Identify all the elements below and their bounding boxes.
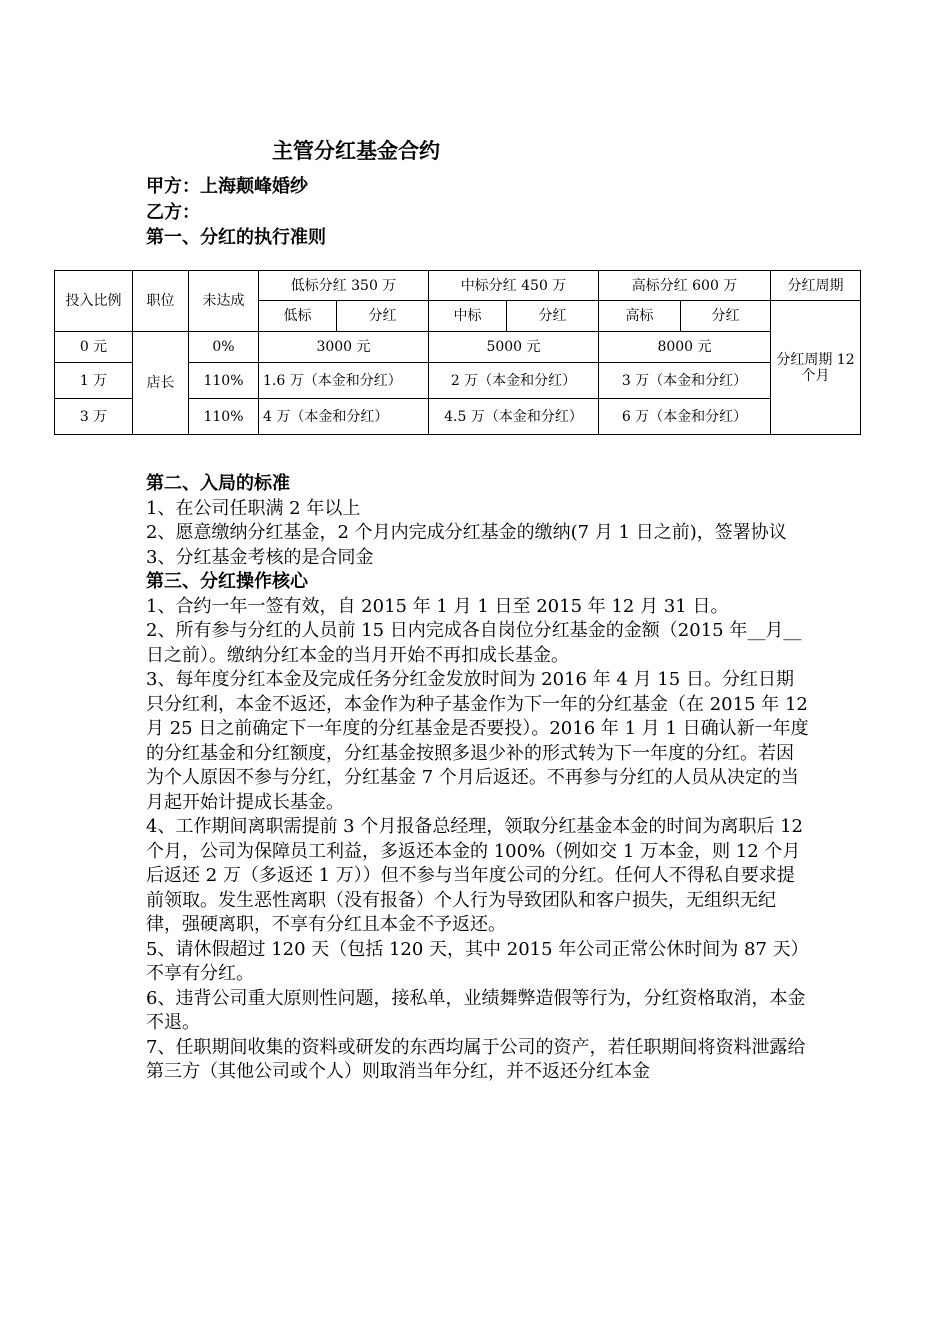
section-1-heading: 第一、分红的执行准则 [146,227,326,248]
header-mid-target: 中标分红 450 万 [429,271,599,301]
subheader-low: 低标 [259,301,337,332]
high-dividend-cell: 3 万（本金和分红） [599,363,771,399]
low-dividend-cell: 3000 元 [259,332,429,363]
subheader-high: 高标 [599,301,681,332]
invest-cell: 1 万 [55,363,133,399]
invest-cell: 3 万 [55,399,133,435]
period-value: 分红周期 12 个月 [771,301,861,435]
list-item: 3、每年度分红本金及完成任务分红金发放时间为 2016 年 4 月 15 日。分红日期只分红利，本金不返还，本金作为种子基金作为下一年的分红基金（在 2015 年 12 月 25 日之前确定下一年度的分红基金是否要投）。2016 年 1 月 1 日确认新一年度的分红基金和分红额度，分红基金按照多退少补的形式转为下一年度的分红。若因为个人原因不参与分红，分红基金 7 个月后返还。不再参与分红的人员从决定的当月起开始计提成长基金。 [146,669,809,813]
section-2-heading: 第二、入局的标准 [146,473,290,494]
header-unmet: 未达成 [189,271,259,332]
low-dividend-cell: 4 万（本金和分红） [259,399,429,435]
list-item: 3、分红基金考核的是合同金 [146,546,374,568]
unmet-cell: 0% [189,332,259,363]
subheader-high-dividend: 分红 [681,301,771,332]
list-item: 6、违背公司重大原则性问题，接私单，业绩舞弊造假等行为，分红资格取消，本金不退。 [146,987,806,1033]
header-low-target: 低标分红 350 万 [259,271,429,301]
mid-dividend-cell: 2 万（本金和分红） [429,363,599,399]
high-dividend-cell: 8000 元 [599,332,771,363]
low-dividend-cell: 1.6 万（本金和分红） [259,363,429,399]
header-position: 职位 [133,271,189,332]
list-item: 5、请休假超过 120 天（包括 120 天，其中 2015 年公司正常公休时间为 87 天）不享有分红。 [146,938,809,984]
subheader-low-dividend: 分红 [337,301,429,332]
mid-dividend-cell: 4.5 万（本金和分红） [429,399,599,435]
list-item: 2、所有参与分红的人员前 15 日内完成各自岗位分红基金的金额（2015 年__月__日之前）。缴纳分红本金的当月开始不再扣成长基金。 [146,620,802,666]
list-item: 7、任职期间收集的资料或研发的东西均属于公司的资产，若任职期间将资料泄露给第三方（其他公司或个人）则取消当年分红，并不返还分红本金 [146,1036,806,1082]
invest-cell: 0 元 [55,332,133,363]
unmet-cell: 110% [189,399,259,435]
document-title: 主管分红基金合约 [272,139,440,163]
header-high-target: 高标分红 600 万 [599,271,771,301]
party-a: 甲方：上海颠峰婚纱 [146,176,308,197]
list-item: 2、愿意缴纳分红基金，2 个月内完成分红基金的缴纳(7 月 1 日之前)，签署协议 [146,522,787,543]
list-item: 1、在公司任职满 2 年以上 [146,497,361,519]
header-period: 分红周期 [771,271,861,301]
list-item: 4、工作期间离职需提前 3 个月报备总经理，领取分红基金本金的时间为离职后 12 个月，公司为保障员工利益，多返还本金的 100%（例如交 1 万本金，则 12 个月后返还 2 万（多返还 1 万））但不参与当年度公司的分红。任何人不得私自要求提前领取。发生恶性离职（没有报备）个人行为导致团队和客户损失，无组织无纪律，强硬离职，不享有分红且本金不予返还。 [146,816,803,935]
contract-body [146,472,811,1085]
header-invest-ratio: 投入比例 [55,271,133,332]
list-item: 1、合约一年一签有效，自 2015 年 1 月 1 日至 2015 年 12 月 31 日。 [146,595,729,617]
table-row [55,332,861,363]
dividend-table [54,270,861,435]
party-b: 乙方： [146,202,200,223]
unmet-cell: 110% [189,363,259,399]
subheader-mid-dividend: 分红 [507,301,599,332]
section-3-heading: 第三、分红操作核心 [146,571,308,592]
mid-dividend-cell: 5000 元 [429,332,599,363]
position-cell: 店长 [133,332,189,435]
subheader-mid: 中标 [429,301,507,332]
high-dividend-cell: 6 万（本金和分红） [599,399,771,435]
